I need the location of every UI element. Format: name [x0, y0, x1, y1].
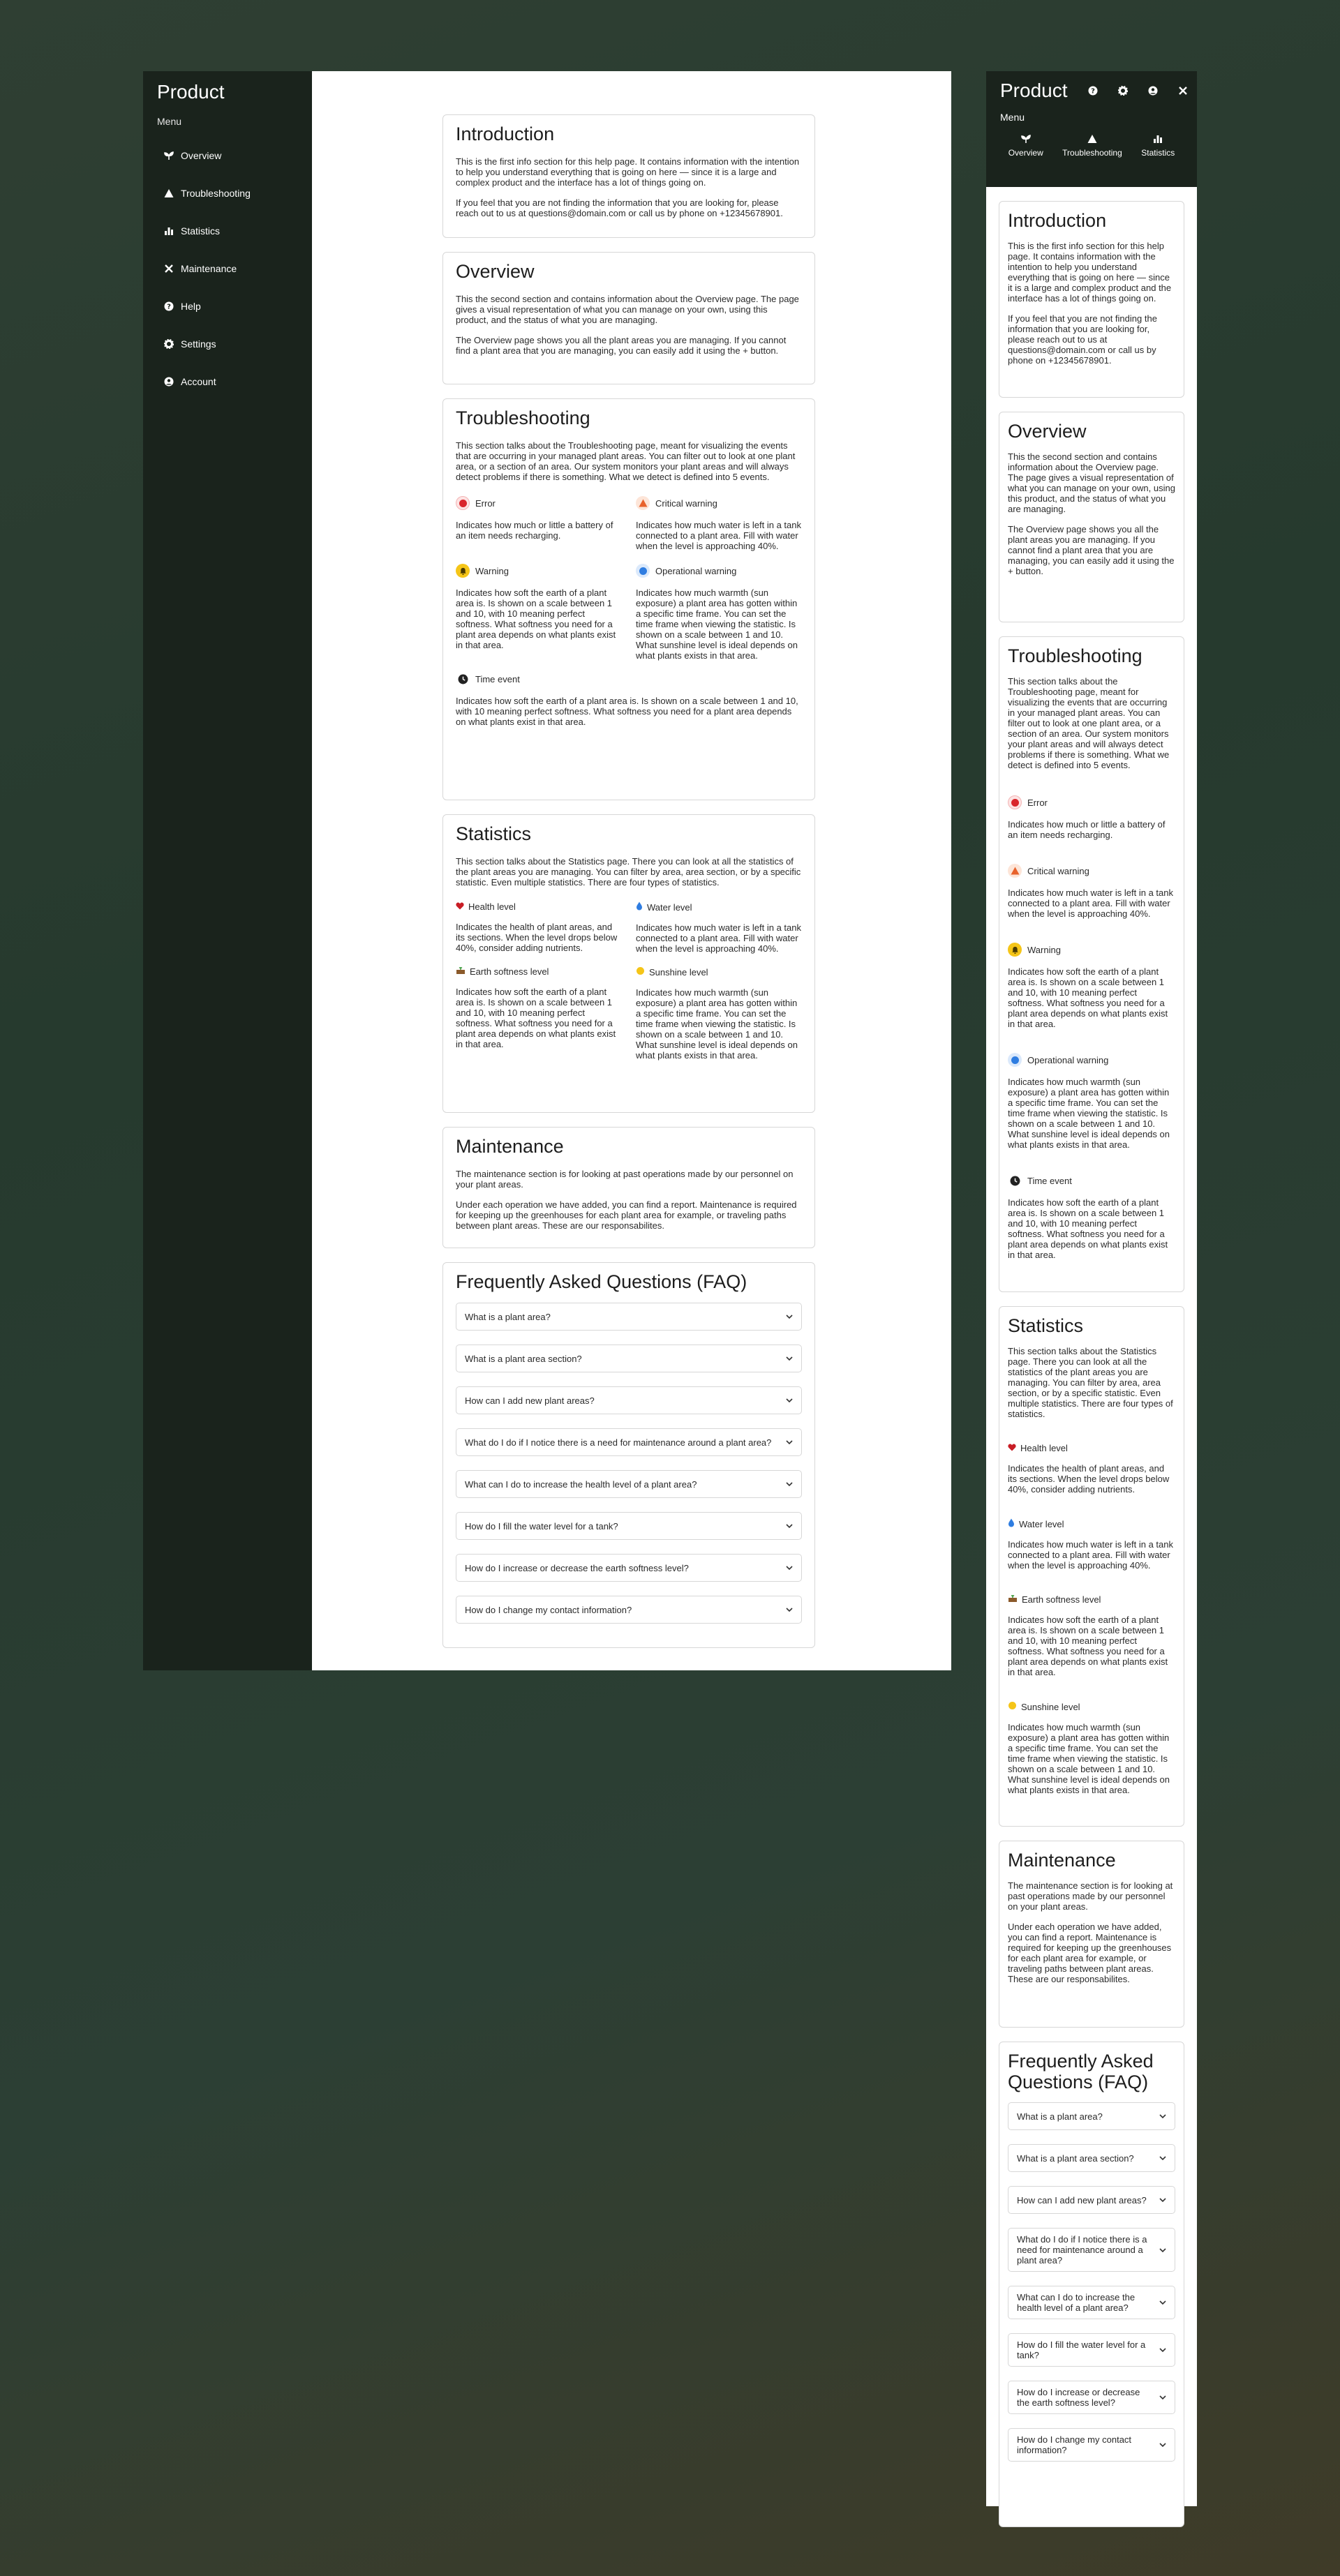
section-title: Statistics [1008, 1315, 1084, 1336]
warning-icon [164, 188, 174, 198]
stat-description: Indicates how much warmth (sun exposure) a plant area has gotten within a specific time frame. You can set the time frame when viewing the statistic. Is shown on a scale between 1 and 10. What sunshine level is ideal depends on what plants exists in that area. [636, 987, 798, 1061]
stat-water-level [1008, 1518, 1175, 1571]
svg-text:?: ? [167, 303, 171, 311]
maintenance-card [442, 1127, 815, 1248]
event-name: Time event [1027, 1175, 1072, 1186]
svg-text:?: ? [1090, 87, 1095, 96]
paragraph: This section talks about the Statistics page. There you can look at all the statistics of the plant areas you are managing. You can filter by area, area section, or by a specific statistic. Even multiple statistics. There are four types of statistics. [1008, 1346, 1173, 1419]
event-error [456, 496, 622, 551]
faq-question: How can I add new plant areas? [465, 1395, 595, 1406]
faq-item[interactable] [456, 1596, 802, 1624]
chevron-down-icon [786, 1606, 793, 1613]
event-description: Indicates how soft the earth of a plant area is. Is shown on a scale between 1 and 10, with 10 meaning perfect softness. What softness you need for a plant area depends on what plants exist in that area. [456, 587, 616, 650]
mobile-help-column [986, 187, 1197, 2527]
overview-card [999, 412, 1184, 622]
event-operational-warning [636, 564, 802, 661]
gear-icon [164, 339, 174, 349]
tab-statistics[interactable] [1141, 134, 1175, 158]
account-icon[interactable] [1148, 86, 1158, 96]
faq-card [999, 2042, 1184, 2527]
faq-question: What is a plant area section? [1017, 2152, 1134, 2164]
stat-name: Water level [647, 901, 692, 913]
bar-chart-icon [164, 226, 174, 236]
desktop-view [143, 71, 951, 1670]
clock-icon [1008, 1174, 1022, 1188]
stat-earth-softness-level [456, 966, 622, 1061]
sprout-icon [164, 151, 174, 160]
faq-item[interactable] [456, 1554, 802, 1582]
soil-icon [1008, 1594, 1018, 1605]
faq-card [442, 1262, 815, 1648]
chevron-down-icon [786, 1313, 793, 1320]
sidebar-item-label: Statistics [181, 225, 221, 237]
sidebar-item-label: Settings [181, 338, 216, 350]
stat-sunshine-level [1008, 1701, 1175, 1795]
heart-icon [456, 901, 464, 912]
event-name: Warning [475, 565, 509, 576]
chevron-down-icon [786, 1397, 793, 1404]
sun-icon [636, 966, 645, 978]
chevron-down-icon [1159, 2247, 1166, 2254]
tab-overview[interactable] [1008, 134, 1043, 158]
gear-icon[interactable] [1118, 86, 1128, 96]
sidebar-item-label: Help [181, 301, 201, 312]
paragraph: The Overview page shows you all the plant areas you are managing. If you cannot find a plant area that you are managing, you can easily add it using the + button. [456, 335, 787, 356]
faq-question: What is a plant area? [1017, 2111, 1103, 2122]
sidebar-item-label: Troubleshooting [181, 188, 251, 199]
section-title: Maintenance [1008, 1850, 1116, 1871]
faq-item[interactable] [456, 1303, 802, 1331]
sidebar-item-maintenance[interactable] [143, 250, 312, 287]
faq-question: How do I change my contact information? [465, 1604, 632, 1615]
overview-card [442, 252, 815, 384]
faq-question: What is a plant area section? [465, 1353, 582, 1364]
faq-item[interactable] [1008, 2186, 1175, 2214]
stat-name: Health level [468, 901, 516, 912]
event-time [456, 672, 802, 727]
heart-icon [1008, 1443, 1016, 1453]
stat-name: Earth softness level [1022, 1594, 1101, 1605]
stat-description: Indicates the health of plant areas, and its sections. When the level drops below 40%, consider adding nutrients. [456, 922, 618, 953]
chevron-down-icon [1159, 2394, 1166, 2401]
event-description: Indicates how much warmth (sun exposure) a plant area has gotten within a specific time frame. You can set the time frame when viewing the statistic. Is shown on a scale between 1 and 10. What sunshine level is ideal depends on what plants exists in that area. [1008, 1077, 1170, 1150]
paragraph: This section talks about the Troubleshooting page, meant for visualizing the events that are occurring in your managed plant areas. You can filter out to look at one plant area, or a section of an area. Our system monitors your plant areas and will always detect problems if there is something. What we detect is defined into 5 events. [456, 440, 796, 482]
event-description: Indicates how soft the earth of a plant area is. Is shown on a scale between 1 and 10, with 10 meaning perfect softness. What softness you need for a plant area depends on what plants exist in that area. [456, 696, 798, 727]
chevron-down-icon [1159, 2441, 1166, 2448]
sidebar-item-label: Overview [181, 150, 222, 161]
help-icon[interactable] [1088, 86, 1098, 96]
event-critical-warning [1008, 864, 1175, 919]
paragraph: This is the first info section for this help page. It contains information with the intention to help you understand everything that is going on here — since it is a large and complex product and the interface has a lot of things going on. [1008, 241, 1172, 304]
paragraph: Under each operation we have added, you can find a report. Maintenance is required for keeping up the greenhouses for each plant area for example, or traveling paths between plant areas. These are our responsabilites. [1008, 1922, 1172, 1984]
faq-item[interactable] [1008, 2428, 1175, 2462]
sidebar-item-troubleshooting[interactable] [143, 174, 312, 212]
event-name: Time event [475, 673, 520, 684]
bell-icon [1008, 943, 1022, 957]
critical-warning-icon [636, 496, 650, 510]
event-name: Operational warning [655, 565, 737, 576]
help-icon [164, 301, 174, 311]
sidebar-item-account[interactable] [143, 363, 312, 400]
event-name: Warning [1027, 944, 1061, 955]
mobile-header [986, 71, 1197, 187]
info-icon [1008, 1053, 1022, 1067]
section-title: Troubleshooting [456, 407, 590, 428]
chevron-down-icon [786, 1439, 793, 1446]
event-name: Error [1027, 797, 1048, 808]
faq-question: How do I increase or decrease the earth softness level? [1017, 2387, 1140, 2408]
faq-item[interactable] [456, 1512, 802, 1540]
paragraph: If you feel that you are not finding the information that you are looking for, please reach out to us at questions@domain.com or call us by phone on +12345678901. [1008, 313, 1157, 366]
chevron-down-icon [786, 1481, 793, 1488]
product-title: Product [157, 81, 225, 103]
section-title: Maintenance [456, 1136, 564, 1157]
stat-sunshine-level [636, 966, 802, 1061]
stat-health-level [1008, 1443, 1175, 1495]
bell-icon [456, 564, 470, 578]
sidebar-item-settings[interactable] [143, 325, 312, 363]
paragraph: This the second section and contains information about the Overview page. The page gives a visual representation of what you can manage on your own, using this product, and the status of what you are managing. [456, 294, 799, 325]
chevron-down-icon [786, 1355, 793, 1362]
section-title: Frequently Asked Questions (FAQ) [456, 1271, 747, 1292]
section-title: Introduction [1008, 210, 1107, 231]
sidebar [143, 71, 312, 1670]
sidebar-item-help[interactable] [143, 287, 312, 325]
event-name: Operational warning [1027, 1054, 1109, 1065]
event-name: Error [475, 497, 496, 509]
faq-item[interactable] [456, 1470, 802, 1498]
sidebar-item-statistics[interactable] [143, 212, 312, 250]
main-content [312, 71, 951, 1670]
event-description: Indicates how soft the earth of a plant area is. Is shown on a scale between 1 and 10, with 10 meaning perfect softness. What softness you need for a plant area depends on what plants exist in that area. [1008, 1197, 1168, 1260]
maintenance-card [999, 1841, 1184, 2028]
event-description: Indicates how much or little a battery of an item needs recharging. [456, 520, 613, 541]
section-title: Frequently Asked Questions (FAQ) [1008, 2051, 1154, 2092]
paragraph: The Overview page shows you all the plant areas you are managing. If you cannot find a plant area that you are managing, you can easily add it using the + button. [1008, 524, 1175, 576]
chevron-down-icon [1159, 2113, 1166, 2120]
section-title: Statistics [456, 823, 532, 844]
paragraph: The maintenance section is for looking at past operations made by our personnel on your plant areas. [1008, 1880, 1173, 1912]
faq-question: What can I do to increase the health level of a plant area? [465, 1478, 697, 1490]
event-warning [456, 564, 622, 661]
sun-icon [1008, 1701, 1017, 1712]
intro-card [999, 201, 1184, 398]
stat-name: Sunshine level [1021, 1701, 1080, 1712]
stat-description: Indicates how much warmth (sun exposure) a plant area has gotten within a specific time frame. You can set the time frame when viewing the statistic. Is shown on a scale between 1 and 10. What sunshine level is ideal depends on what plants exists in that area. [1008, 1722, 1170, 1795]
troubleshooting-card [442, 398, 815, 800]
faq-item[interactable] [456, 1386, 802, 1414]
bar-chart-icon [1153, 134, 1163, 144]
faq-question: What do I do if I notice there is a need for maintenance around a plant area? [465, 1437, 772, 1448]
stat-name: Health level [1020, 1443, 1068, 1453]
faq-item[interactable] [456, 1428, 802, 1456]
soil-icon [456, 966, 466, 977]
paragraph: If you feel that you are not finding the information that you are looking for, please reach out to us at questions@domain.com or call us by phone on +12345678901. [456, 197, 783, 218]
intro-card [442, 114, 815, 238]
water-drop-icon [636, 901, 643, 913]
paragraph: This section talks about the Troubleshooting page, meant for visualizing the events that are occurring in your managed plant areas. You can filter out to look at one plant area, or a section of an area. Our system monitors your plant areas and will always detect problems if there is something. What we detect is defined into 5 events. [1008, 676, 1170, 770]
event-warning [1008, 943, 1175, 1029]
paragraph: This the second section and contains information about the Overview page. The page gives a visual representation of what you can manage on your own, using this product, and the status of what you are managing. [1008, 451, 1175, 514]
error-icon [1008, 795, 1022, 809]
paragraph: The maintenance section is for looking at past operations made by our personnel on your plant areas. [456, 1169, 794, 1190]
stat-name: Sunshine level [649, 966, 708, 978]
faq-question: How do I fill the water level for a tank? [465, 1520, 618, 1532]
stat-name: Water level [1019, 1518, 1064, 1529]
chevron-down-icon [1159, 2196, 1166, 2203]
section-title: Troubleshooting [1008, 645, 1142, 666]
paragraph: This section talks about the Statistics page. There you can look at all the statistics of the plant areas you are managing. You can filter by area, area section, or by a specific statistic. Even multiple statistics. There are four types of statistics. [456, 856, 801, 888]
troubleshooting-card [999, 636, 1184, 1292]
chevron-down-icon [786, 1522, 793, 1529]
statistics-card [442, 814, 815, 1113]
error-icon [456, 496, 470, 510]
tools-icon[interactable] [1178, 86, 1188, 96]
event-description: Indicates how much water is left in a tank connected to a plant area. Fill with water when the level is approaching 40%. [636, 520, 802, 551]
chevron-down-icon [1159, 2299, 1166, 2306]
stat-description: Indicates how much water is left in a tank connected to a plant area. Fill with water when the level is approaching 40%. [1008, 1539, 1174, 1571]
faq-question: How do I change my contact information? [1017, 2434, 1132, 2455]
faq-question: How do I increase or decrease the earth softness level? [465, 1562, 689, 1573]
event-name: Critical warning [655, 497, 717, 509]
event-description: Indicates how much warmth (sun exposure) a plant area has gotten within a specific time frame. You can set the time frame when viewing the statistic. Is shown on a scale between 1 and 10. What sunshine level is ideal depends on what plants exists in that area. [636, 587, 798, 661]
faq-question: What do I do if I notice there is a need for maintenance around a plant area? [1017, 2234, 1147, 2266]
tab-label: Statistics [1141, 148, 1175, 158]
event-name: Critical warning [1027, 865, 1089, 876]
faq-question: How do I fill the water level for a tank? [1017, 2339, 1146, 2360]
account-icon [164, 377, 174, 387]
tab-label: Troubleshooting [1062, 148, 1122, 158]
statistics-card [999, 1306, 1184, 1827]
stat-description: Indicates how soft the earth of a plant area is. Is shown on a scale between 1 and 10, with 10 meaning perfect softness. What softness you need for a plant area depends on what plants exist in that area. [456, 987, 616, 1049]
event-description: Indicates how soft the earth of a plant area is. Is shown on a scale between 1 and 10, with 10 meaning perfect softness. What softness you need for a plant area depends on what plants exist in that area. [1008, 966, 1168, 1029]
event-description: Indicates how much or little a battery of an item needs recharging. [1008, 819, 1166, 840]
tab-label: Overview [1008, 148, 1043, 158]
faq-item[interactable] [1008, 2228, 1175, 2272]
faq-item[interactable] [1008, 2286, 1175, 2319]
paragraph: This is the first info section for this help page. It contains information with the intention to help you understand everything that is going on here — since it is a large and complex product and the interface has a lot of things going on. [456, 156, 800, 188]
stat-name: Earth softness level [470, 966, 549, 977]
menu-label: Menu [1000, 112, 1025, 123]
faq-item[interactable] [456, 1345, 802, 1372]
stat-earth-softness-level [1008, 1594, 1175, 1677]
faq-item[interactable] [1008, 2102, 1175, 2130]
section-title: Overview [456, 261, 535, 282]
section-title: Overview [1008, 421, 1087, 442]
event-operational-warning [1008, 1053, 1175, 1150]
sidebar-item-overview[interactable] [143, 137, 312, 174]
sidebar-item-label: Account [181, 376, 216, 387]
chevron-down-icon [1159, 2155, 1166, 2162]
event-grid [456, 496, 802, 661]
sidebar-item-label: Maintenance [181, 263, 237, 274]
info-icon [636, 564, 650, 578]
stat-health-level [456, 901, 622, 954]
tab-troubleshooting[interactable] [1062, 134, 1122, 158]
event-critical-warning [636, 496, 802, 551]
menu-label: Menu [157, 116, 182, 127]
faq-item[interactable] [1008, 2144, 1175, 2172]
stat-water-level [636, 901, 802, 954]
stat-description: Indicates the health of plant areas, and its sections. When the level drops below 40%, consider adding nutrients. [1008, 1463, 1170, 1495]
faq-question: How can I add new plant areas? [1017, 2194, 1147, 2206]
faq-list [456, 1303, 802, 1624]
faq-item[interactable] [1008, 2333, 1175, 2367]
water-drop-icon [1008, 1518, 1015, 1529]
sidebar-nav [143, 137, 312, 400]
mobile-tabs [986, 134, 1197, 158]
event-error [1008, 795, 1175, 840]
critical-warning-icon [1008, 864, 1022, 878]
event-time [1008, 1174, 1175, 1260]
event-description: Indicates how much water is left in a tank connected to a plant area. Fill with water when the level is approaching 40%. [1008, 888, 1174, 919]
chevron-down-icon [786, 1564, 793, 1571]
tools-icon [164, 264, 174, 274]
faq-question: What can I do to increase the health level of a plant area? [1017, 2292, 1136, 2313]
faq-list [1008, 2102, 1175, 2462]
stat-description: Indicates how much water is left in a tank connected to a plant area. Fill with water when the level is approaching 40%. [636, 922, 802, 954]
sprout-icon [1021, 134, 1031, 144]
product-title: Product [1000, 80, 1068, 101]
help-column [442, 114, 815, 1648]
clock-icon [456, 672, 470, 686]
paragraph: Under each operation we have added, you can find a report. Maintenance is required for keeping up the greenhouses for each plant area for example, or traveling paths between plant areas. These are our responsabilites. [456, 1199, 797, 1231]
statistic-grid [456, 901, 802, 1061]
section-title: Introduction [456, 123, 555, 144]
chevron-down-icon [1159, 2346, 1166, 2353]
stat-description: Indicates how soft the earth of a plant area is. Is shown on a scale between 1 and 10, with 10 meaning perfect softness. What softness you need for a plant area depends on what plants exist in that area. [1008, 1615, 1168, 1677]
faq-question: What is a plant area? [465, 1311, 551, 1322]
warning-icon [1087, 134, 1097, 144]
mobile-view [986, 71, 1197, 2506]
faq-item[interactable] [1008, 2381, 1175, 2414]
